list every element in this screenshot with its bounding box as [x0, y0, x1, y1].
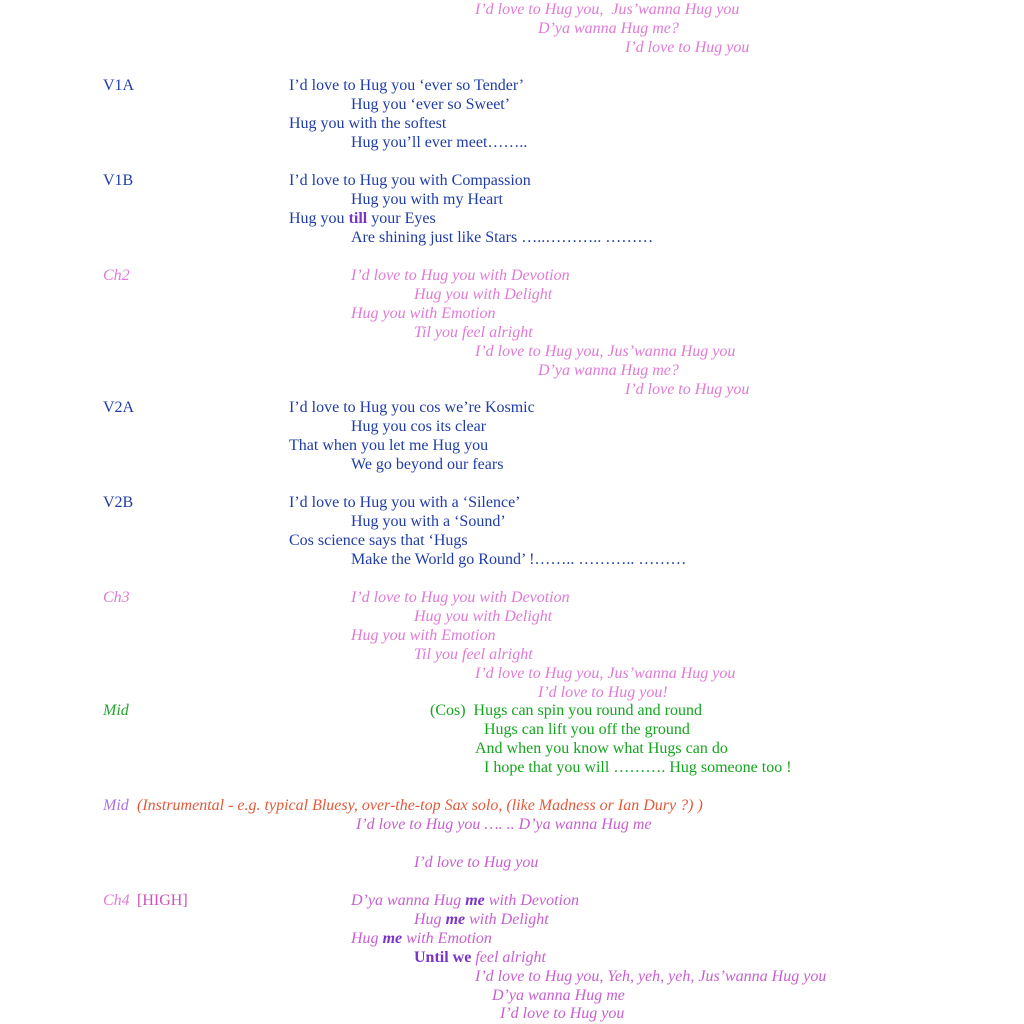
- lyric-line: Hug you with Emotion: [351, 305, 496, 322]
- lyric-line: [414, 910, 549, 929]
- lyric-line: I’d love to Hug you: [414, 854, 539, 871]
- intro-line-2: D’ya wanna Hug me?: [538, 20, 679, 37]
- lyric-text: with Delight: [465, 911, 549, 928]
- section-label: V1A: [103, 77, 135, 94]
- instrumental-note: (Instrumental - e.g. typical Bluesy, over-the-top Sax solo, (like Madness or Ian Dury ?) ): [137, 797, 703, 814]
- lyric-line: I’d love to Hug you with Compassion: [289, 172, 531, 189]
- section-label: V2A: [103, 399, 135, 416]
- lyric-line: And when you know what Hugs can do: [475, 740, 728, 757]
- lyric-line: I’d love to Hug you: [500, 1005, 625, 1022]
- lyric-line: (Cos) Hugs can spin you round and round: [430, 702, 702, 719]
- lyric-line: Cos science says that ‘Hugs: [289, 532, 468, 549]
- lyric-line: I hope that you will ………. Hug someone too !: [484, 759, 792, 776]
- lyric-line: [351, 929, 492, 948]
- lyric-line: I’d love to Hug you: [625, 381, 750, 398]
- lyric-line: Til you feel alright: [414, 324, 533, 341]
- section-label: V2B: [103, 494, 134, 511]
- lyric-text: feel alright: [471, 949, 546, 966]
- lyric-text: with Emotion: [402, 930, 492, 947]
- section-label: Mid: [103, 702, 129, 719]
- lyric-line: Hug you with my Heart: [351, 191, 503, 208]
- lyric-line: That when you let me Hug you: [289, 437, 489, 454]
- lyric-line: Are shining just like Stars …..……….. ………: [351, 229, 654, 246]
- lyric-line: D’ya wanna Hug me?: [538, 362, 679, 379]
- lyric-line: I’d love to Hug you with Devotion: [351, 589, 570, 606]
- lyric-line: D’ya wanna Hug me: [492, 987, 625, 1004]
- lyric-line: [414, 948, 546, 967]
- lyric-text: Hug you: [289, 210, 349, 227]
- lyric-text: with Devotion: [484, 892, 579, 909]
- lyric-line: We go beyond our fears: [351, 456, 504, 473]
- lyric-line: I’d love to Hug you, Jus’wanna Hug you: [475, 343, 736, 360]
- lyric-line: I’d love to Hug you with a ‘Silence’: [289, 494, 521, 511]
- lyric-line: Hug you with a ‘Sound’: [351, 513, 506, 530]
- emphasis-word: me: [465, 892, 485, 909]
- intro-line-1: I’d love to Hug you, Jus’wanna Hug you: [475, 1, 740, 18]
- lyric-line: Hug you with Emotion: [351, 627, 496, 644]
- lyric-line: Hug you ‘ever so Sweet’: [351, 96, 511, 113]
- section-label: Ch2: [103, 267, 130, 284]
- lyric-text: your Eyes: [367, 210, 436, 227]
- section-label: V1B: [103, 172, 134, 189]
- pitch-tag: [HIGH]: [137, 892, 188, 909]
- lyric-text: D’ya wanna Hug: [351, 892, 466, 909]
- lyric-line: [351, 891, 579, 910]
- lyric-line: Hug you with Delight: [414, 608, 553, 625]
- section-label: Ch4: [103, 892, 130, 909]
- lyric-line: I’d love to Hug you with Devotion: [351, 267, 570, 284]
- lyric-line: Hug you with the softest: [289, 115, 447, 132]
- lyric-line: Make the World go Round’ !…….. ……….. ………: [351, 551, 687, 568]
- lyric-line: I’d love to Hug you ‘ever so Tender’: [289, 77, 525, 94]
- lyric-line: Hug you with Delight: [414, 286, 553, 303]
- lyric-line: I’d love to Hug you, Yeh, yeh, yeh, Jus’wanna Hug you: [475, 968, 827, 985]
- intro-line-3: I’d love to Hug you: [625, 39, 750, 56]
- lyric-text: Hug: [414, 911, 446, 928]
- emphasis-phrase: Until we: [414, 949, 472, 966]
- lyric-line: I’d love to Hug you cos we’re Kosmic: [289, 399, 535, 416]
- section-label: Ch3: [103, 589, 130, 606]
- lyric-line: Hug you’ll ever meet……..: [351, 134, 528, 151]
- emphasis-word: me: [445, 911, 466, 928]
- lyric-line: I’d love to Hug you!: [538, 684, 668, 701]
- lyric-line: [289, 209, 436, 228]
- section-label: Mid: [103, 797, 129, 814]
- lyric-line: Til you feel alright: [414, 646, 533, 663]
- lyric-line: Hugs can lift you off the ground: [484, 721, 690, 738]
- emphasis-word: me: [382, 930, 403, 947]
- lyric-line: Hug you cos its clear: [351, 418, 487, 435]
- emphasis-word: till: [348, 210, 368, 227]
- lyric-line: I’d love to Hug you …. .. D’ya wanna Hug me: [356, 816, 652, 833]
- lyric-line: I’d love to Hug you, Jus’wanna Hug you: [475, 665, 736, 682]
- lyric-text: Hug: [351, 930, 383, 947]
